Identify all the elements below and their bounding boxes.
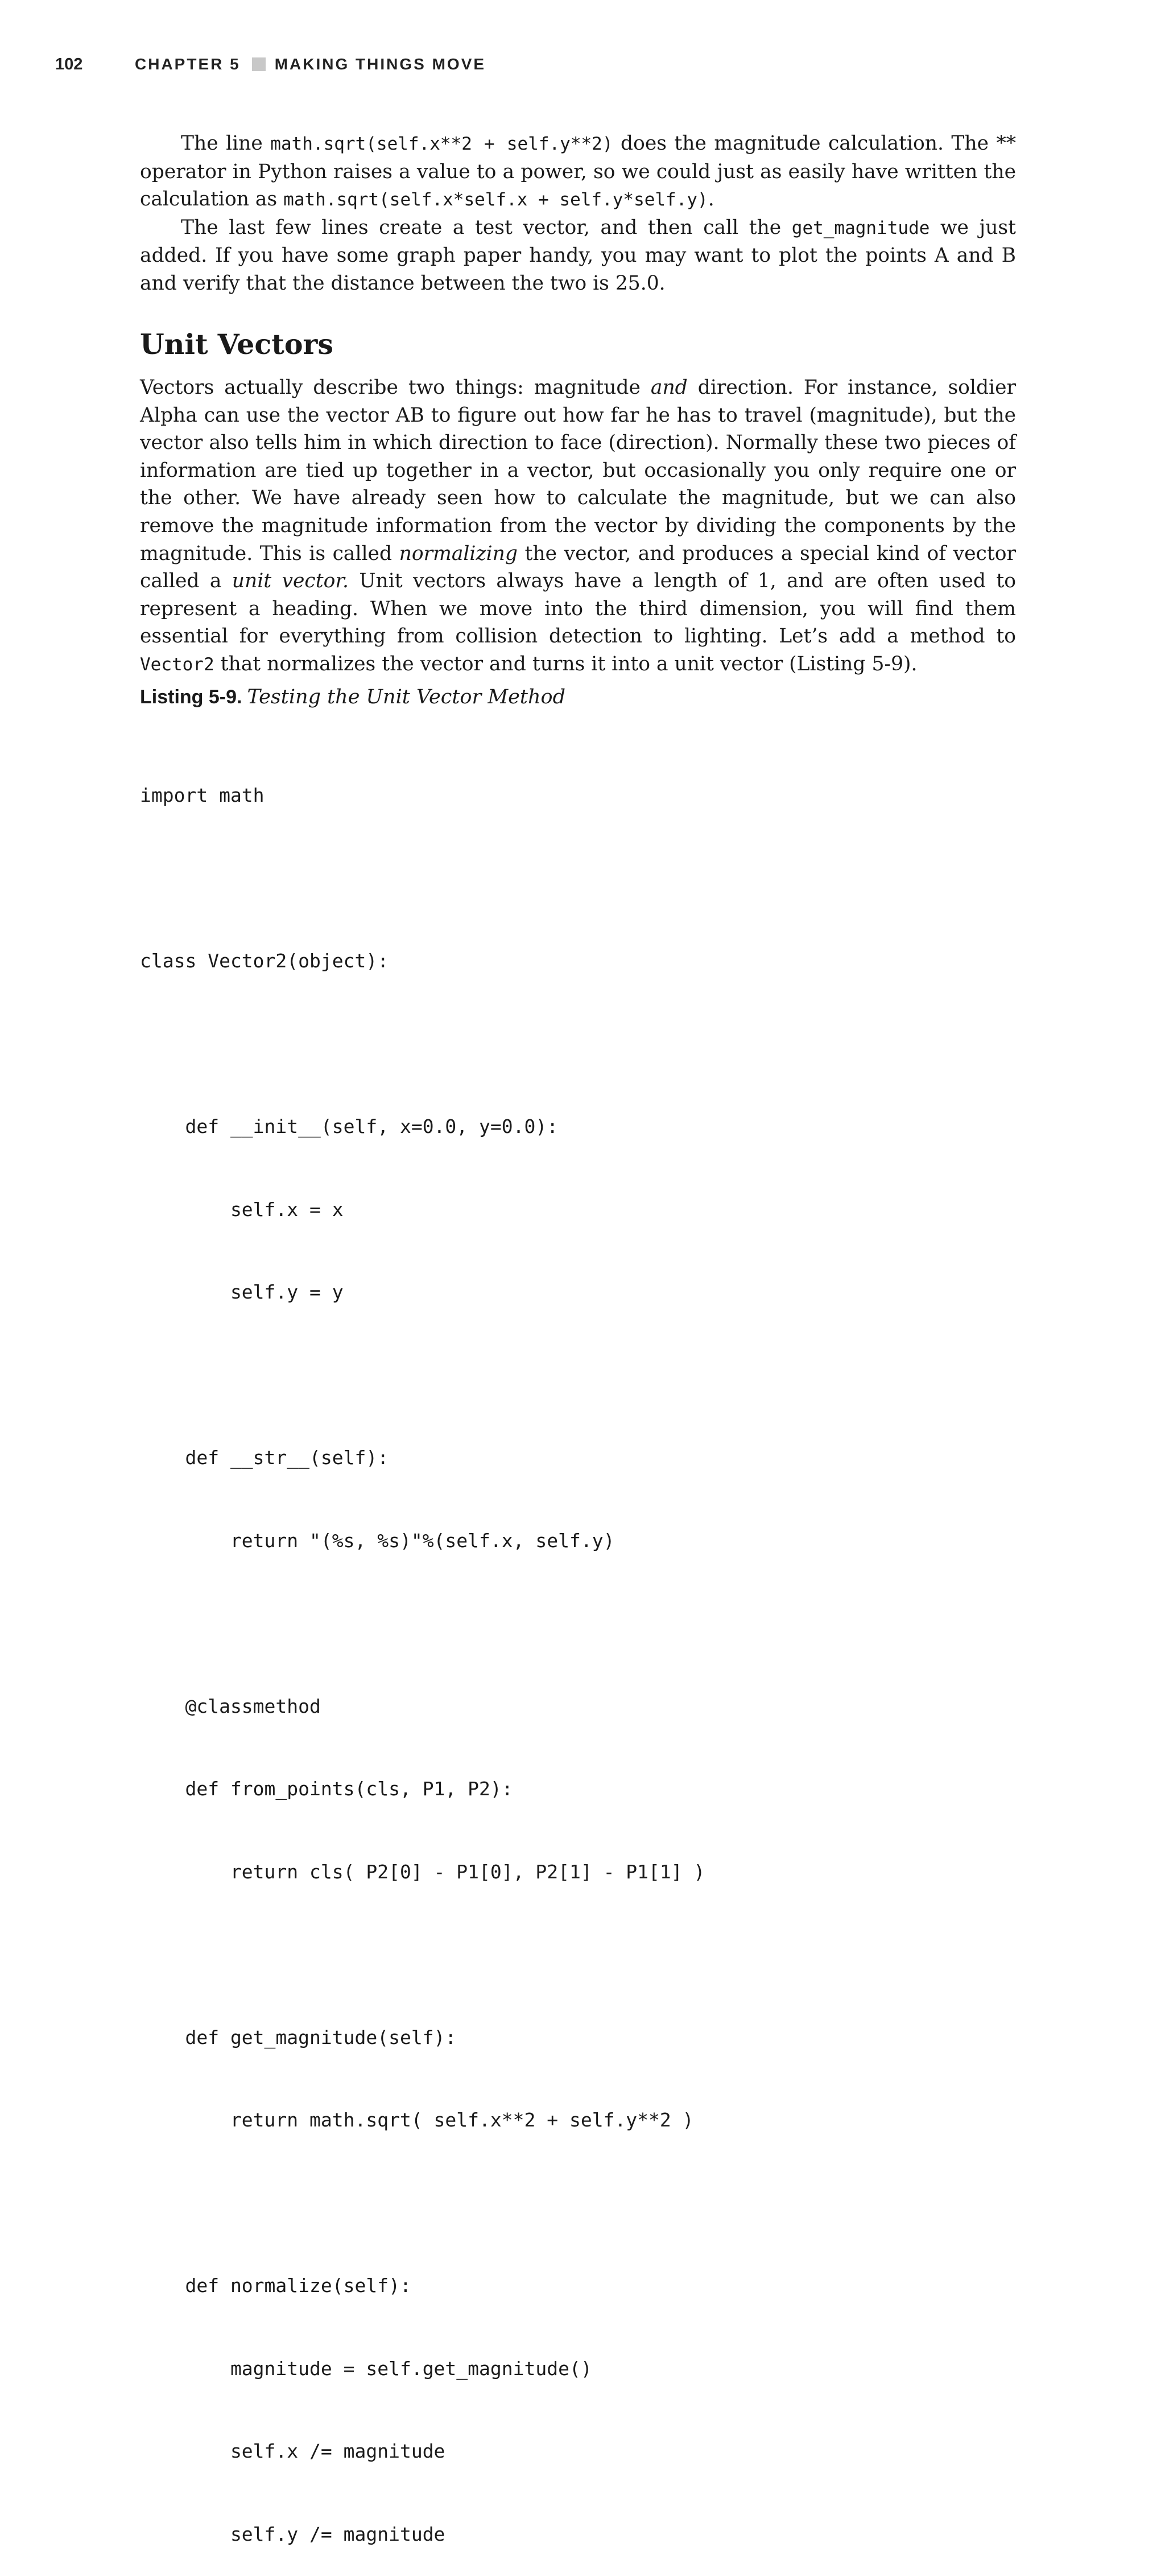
listing-label: Listing 5-9. [140,686,242,708]
inline-code: math.sqrt(self.x**2 + self.y**2) [270,134,613,154]
code-line: def normalize(self): [140,2274,411,2297]
code-line: self.y = y [140,1281,344,1303]
listing-title: Testing the Unit Vector Method [247,686,565,708]
header-separator-square [252,57,266,71]
inline-code: get_magnitude [791,217,930,238]
listing-caption [140,683,565,711]
running-header [55,53,486,76]
code-line: magnitude = self.get_magnitude() [140,2357,592,2380]
code-line: import math [140,784,265,806]
paragraph-test-vector: The last few lines create a test vector, and then call the get_magnitude we just added. If you have some graph paper handy, you may want to plot the points A and B and verify that the distance between the two is 25.0. [140,216,1016,295]
code-line: self.x = x [140,1198,344,1221]
emphasis: normalizing [399,542,518,565]
inline-code: Vector2 [140,654,214,675]
code-line: return cls( P2[0] - P1[0], P2[1] - P1[1] ) [140,1860,705,1883]
section-heading: Unit Vectors [140,328,333,361]
code-line: self.x /= magnitude [140,2440,445,2462]
paragraph-unit-vectors: Vectors actually describe two things: magnitude and direction. For instance, soldier Alpha can use the vector AB to figure out how far he has to travel (magnitude), but the vector also tells him in which direction to face (direction). Normally these two pieces of information are tied up together in a vector, but occasionally you only require one or the other. We have already seen how to calculate the magnitude, but we can also remove the magnitude information from the vector by dividing the components by the magnitude. This is called normalizing the vector, and produces a special kind of vector called a unit vector. Unit vectors always have a length of 1, and are often used to represent a heading. When we move into the third dimension, you will find them essential for everything from collision detection to lighting. Let’s add a method to Vector2 that normalizes the vector and turns it into a unit vector (Listing 5-9). [140,376,1017,675]
code-line [140,1941,705,1969]
emphasis: and [650,376,688,399]
chapter-label: CHAPTER 5 [135,55,241,73]
emphasis: unit vector. [232,570,349,593]
code-line: return math.sqrt( self.x**2 + self.y**2 ) [140,2109,694,2131]
code-line [140,865,705,893]
intro-text-block [140,130,1016,298]
code-line: return "(%s, %s)"%(self.x, self.y) [140,1529,615,1552]
code-listing [140,727,705,2576]
code-line [140,1362,705,1390]
unit-vectors-text-block [140,374,1016,679]
code-line: def get_magnitude(self): [140,2026,457,2049]
page-number: 102 [55,55,83,73]
code-line: def from_points(cls, P1, P2): [140,1778,513,1800]
code-line [140,1610,705,1638]
chapter-title: MAKING THINGS MOVE [274,55,486,73]
code-line [140,1031,705,1058]
code-line: def __init__(self, x=0.0, y=0.0): [140,1115,559,1137]
code-line [140,2190,705,2218]
code-line: self.y /= magnitude [140,2523,445,2545]
code-line: @classmethod [140,1695,321,1717]
code-line: class Vector2(object): [140,950,389,972]
code-line: def __str__(self): [140,1446,389,1469]
paragraph-magnitude-calc: The line math.sqrt(self.x**2 + self.y**2) does the magnitude calculation. The ** operator in Python raises a value to a power, so we could just as easily have written the calculation as math.sqrt(self.x*self.x + self.y*self.y). [140,132,1016,211]
inline-code: math.sqrt(self.x*self.x + self.y*self.y) [283,189,708,211]
